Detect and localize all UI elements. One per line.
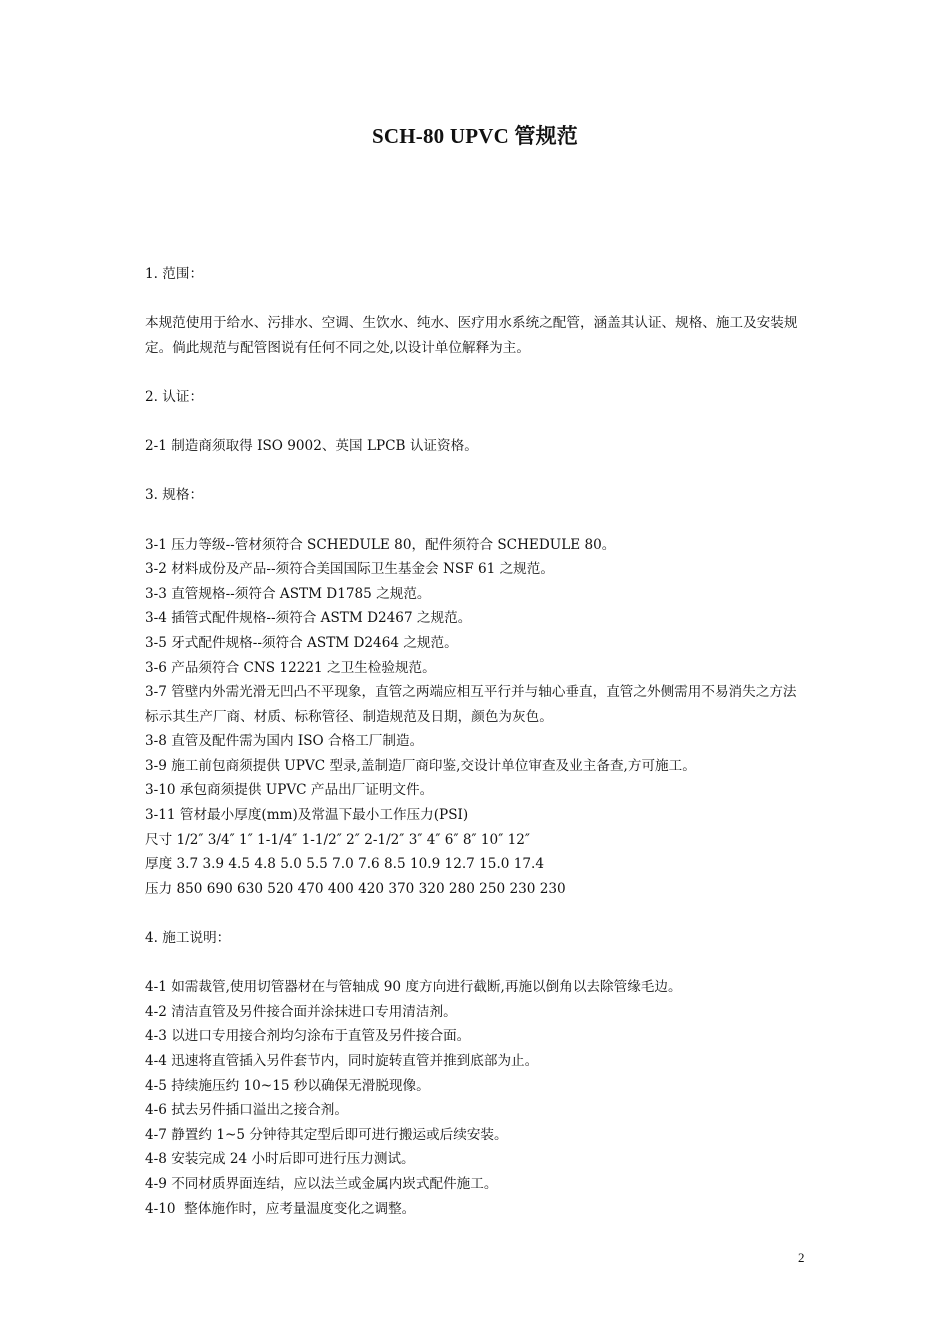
construction-item: 4-9 不同材质界面连结，应以法兰或金属内崁式配件施工。 <box>145 1175 498 1192</box>
spec-item: 3-2 材料成份及产品--须符合美国国际卫生基金会 NSF 61 之规范。 <box>145 561 554 578</box>
spec-item: 3-9 施工前包商须提供 UPVC 型录,盖制造厂商印鉴,交设计单位审查及业主备查,方可施工。 <box>145 757 696 774</box>
spec-item: 3-11 管材最小厚度(mm)及常温下最小工作压力(PSI) <box>145 807 469 824</box>
construction-item: 4-1 如需裁管,使用切管器材在与管轴成 90 度方向进行截断,再施以倒角以去除管缘毛边。 <box>145 979 682 996</box>
spec-item: 3-7 管壁内外需光滑无凹凸不平现象，直管之两端应相互平行并与轴心垂直，直管之外侧需用不易消失之方法标示其生产厂商、材质、标称管径、制造规范及日期，颜色为灰色。 <box>145 684 797 725</box>
scope-paragraph: 本规范使用于给水、污排水、空调、生饮水、纯水、医疗用水系统之配管，涵盖其认证、规格、施工及安装规定。倘此规范与配管图说有任何不同之处,以设计单位解释为主。 <box>145 315 798 356</box>
construction-item: 4-10 整体施作时，应考量温度变化之调整。 <box>145 1200 416 1217</box>
construction-item: 4-5 持续施压约 10~15 秒以确保无滑脱现像。 <box>145 1077 430 1094</box>
document-title: SCH-80 UPVC 管规范 <box>372 124 578 148</box>
section-heading-certification: 2. 认证： <box>145 388 204 405</box>
thickness-row: 厚度 3.7 3.9 4.5 4.8 5.0 5.5 7.0 7.6 8.5 10.9 12.7 15.0 17.4 <box>145 856 544 873</box>
page-number: 2 <box>798 1250 805 1265</box>
spec-item: 3-4 插管式配件规格--须符合 ASTM D2467 之规范。 <box>145 610 472 627</box>
spec-item: 3-3 直管规格--须符合 ASTM D1785 之规范。 <box>145 585 431 602</box>
size-row: 尺寸 1/2″ 3/4″ 1″ 1-1/4″ 1-1/2″ 2″ 2-1/2″ 3″ 4″ 6″ 8″ 10″ 12″ <box>145 831 530 848</box>
section-heading-construction: 4. 施工说明： <box>145 930 231 947</box>
section-heading-specification: 3. 规格： <box>145 487 204 504</box>
section-heading-scope: 1. 范围： <box>145 266 204 282</box>
construction-item: 4-6 拭去另件插口溢出之接合剂。 <box>145 1102 348 1119</box>
spec-item: 3-1 压力等级--管材须符合 SCHEDULE 80，配件须符合 SCHEDULE 80。 <box>145 536 616 553</box>
construction-item: 4-7 静置约 1~5 分钟待其定型后即可进行搬运或后续安装。 <box>145 1126 508 1143</box>
construction-item: 4-4 迅速将直管插入另件套节内，同时旋转直管并推到底部为止。 <box>145 1053 539 1069</box>
spec-item: 3-8 直管及配件需为国内 ISO 合格工厂制造。 <box>145 733 424 750</box>
spec-item: 3-10 承包商须提供 UPVC 产品出厂证明文件。 <box>145 782 434 799</box>
pressure-row: 压力 850 690 630 520 470 400 420 370 320 280 250 230 230 <box>145 880 566 897</box>
construction-item: 4-8 安装完成 24 小时后即可进行压力测试。 <box>145 1151 415 1168</box>
spec-item: 3-6 产品须符合 CNS 12221 之卫生检验规范。 <box>145 659 436 676</box>
construction-item: 4-3 以进口专用接合剂均匀涂布于直管及另件接合面。 <box>145 1028 471 1045</box>
document-body <box>145 262 805 1221</box>
construction-item: 4-2 清洁直管及另件接合面并涂抹进口专用清洁剂。 <box>145 1003 457 1020</box>
certification-item: 2-1 制造商须取得 ISO 9002、英国 LPCB 认证资格。 <box>145 438 478 455</box>
spec-item: 3-5 牙式配件规格--须符合 ASTM D2464 之规范。 <box>145 634 458 651</box>
